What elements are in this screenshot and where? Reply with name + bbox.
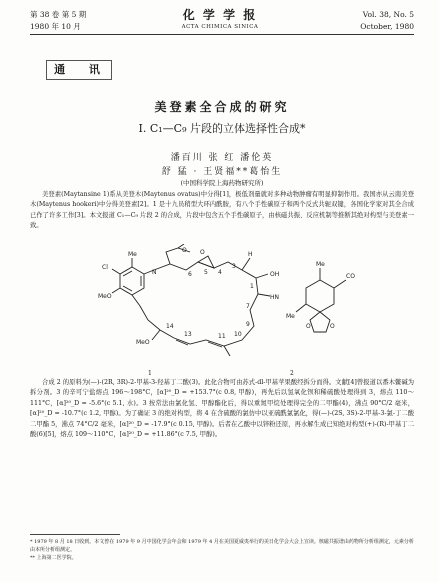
affiliation: (中国科学院上海药物研究所) [180,179,264,187]
locant-3: 3 [232,263,236,270]
atom-meo-1: MeO [98,293,112,300]
footnote-2: ** 上海第二医学院。 [30,555,77,561]
locant-13: 13 [184,331,192,338]
article-title: 美登素全合成的研究 [154,100,290,114]
locant-6: 6 [188,271,192,278]
atom-o-ester: O [182,247,187,254]
fragment-2-structure [296,268,346,332]
atom-co: CO [346,273,355,280]
atom-o-b: O [330,323,335,330]
article-subtitle: I. C₁—C₉ 片段的立体选择性合成* [138,122,306,135]
epoxide-ring [198,256,214,268]
atom-h: H [248,251,253,258]
compound-label-1: 1 [148,370,152,377]
locant-11: 11 [218,333,226,340]
header-left [30,9,150,33]
atom-hn: HN [270,294,279,301]
atom-me-a: Me [316,261,325,268]
atom-n: N [152,269,157,276]
structure-figure [80,244,370,368]
locant-10: 10 [234,331,242,338]
fragment-ring [306,280,334,312]
volume-issue: 第 38 卷 第 5 期 [30,10,87,19]
compound-label-2: 2 [290,370,294,377]
locant-4: 4 [218,269,222,276]
atom-meo-2: MeO [136,339,150,346]
volume-en: Vol. 38, No. 5 [362,10,414,19]
footnote-1: * 1979 年 8 月 18 日收到。本文曾在 1979 年 9 月中国化学会年会和 1979 年 4 月在美国夏威夷举行的美日化学会大会上宣读。核磁共振谱由药物所分析组测定，元素分析由本所分析组测定。 [30,539,414,553]
structure-2-labels [286,261,355,330]
atom-o-a: O [306,323,311,330]
locant-1: 1 [250,283,254,290]
locant-7: 7 [246,303,250,310]
header-right [300,9,414,33]
locant-9: 9 [246,321,250,328]
header-center [150,6,290,30]
issue-date: 1980 年 10 月 [30,22,81,31]
intro-paragraph: 美登素(Maytansine 1)系从美登木(Maytenus ovatus)中分得[1]，极低剂量就对多种动物肿瘤有明显抑制作用。我国亦从云南美登木(Maytenus hookeri)中分得美登素[2]。1 是十九员稍型大环内酰胺，有八个手性碳原子和两个反式共轭双键，各国化学家对其全合成已作了许多工作[3]。本文报道 C₁—C₉ 片段 2 的合成，片段中包含五个手性碳原子，由核磁共振、反应机制等推断其绝对构型与美登素一致。 [30,191,414,230]
section-label: 通 讯 [46,60,112,80]
structure-1-labels [98,247,279,346]
header-rule [30,34,414,35]
synthesis-paragraph: 合成 2 的原料为(—)-(2R, 3R)-2-甲基-3-羟基丁二酸(3)。此化合物可由苏式-dl-甲基苹果酸经拆分而得。文献[4]曾报道以番木鳖碱为拆分剂。3 的辛可宁盐熔点 196～198°C，[α]²⁰_D = +153.7°(c 0.8, 甲醇)，再先后以氢氧化钡和稀硫酸处理得到 3，熔点 110～111°C，[α]²⁰_D = -5.6°(c 5.1, 水)。3 按常法由氯化氢、甲醇酯化后，得以重氮甲烷处理得完全的二甲酯(4)，沸点 90°C/2 毫米，[α]²⁰_D = -10.7°(c 1.2, 甲醇)。为了确证 3 的绝对构型，将 4 在含硫酸的氯仿中以亚硫酰氯氯化，得(—)-(2S, 3S)-2-甲基-3-氯-丁二酸二甲酯 5，沸点 74°C/2 毫米，[α]²⁰_D = -17.9°(c 0.15, 甲醇)。后者在乙酸中以锌粉还原，再水解生成已知绝对构型(+)-(R)-甲基丁二酸(6)[5]，熔点 109～110°C，[α]²⁰_D = +11.86°(c 7.5, 甲醇)。 [30,379,414,439]
locant-14: 14 [166,323,174,330]
acetonide-ring [310,312,330,332]
authors-line-1: 潘百川 张 红 潘伦英 [170,153,274,163]
journal-title-cn: 化 学 学 报 [182,8,258,22]
date-en: October, 1980 [360,22,414,31]
journal-title-en: ACTA CHIMICA SINICA [181,24,259,30]
locant-5: 5 [204,269,208,276]
atom-o-epoxide: O [200,249,205,256]
footnotes [30,538,414,562]
atom-oh: OH [270,271,280,278]
atom-cl: Cl [102,264,108,271]
atom-me-b: Me [286,313,295,320]
atom-me: Me [128,251,137,258]
footnote-rule [30,534,120,535]
authors-line-2: 舒 猛 · 王贤福**葛怡生 [161,167,283,177]
